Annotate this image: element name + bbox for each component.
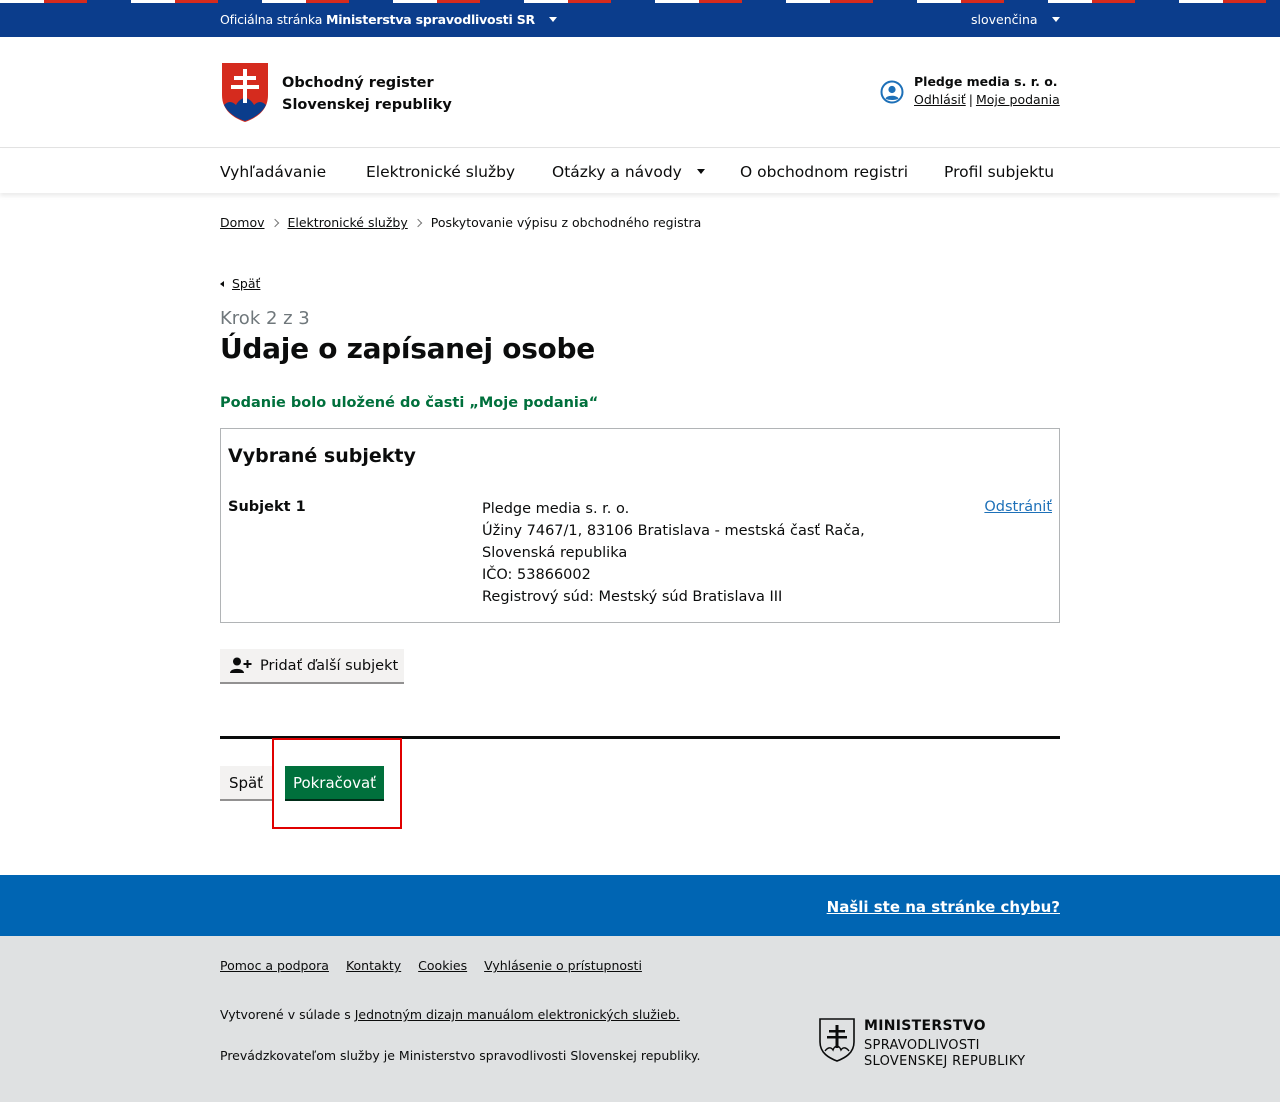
nav-item-subject-profile[interactable]: Profil subjektu [944, 163, 1055, 181]
chevron-down-icon [1052, 17, 1060, 22]
my-submissions-link[interactable]: Moje podania [975, 92, 1060, 107]
coat-of-arms-icon[interactable] [220, 61, 270, 123]
logout-link[interactable]: Odhlásiť [914, 92, 966, 107]
chevron-down-icon [549, 17, 557, 22]
remove-subject-link[interactable]: Odstrániť [984, 499, 1052, 515]
flag-stripes [0, 0, 1280, 3]
subject-court: Registrový súd: Mestský súd Bratislava III [482, 589, 783, 605]
ministry-name [864, 1038, 1025, 1070]
footer-design-note [220, 1007, 680, 1022]
add-user-icon [230, 657, 252, 674]
ministry-line-3: SLOVENSKEJ REPUBLIKY [864, 1054, 1026, 1069]
continue-button[interactable]: Pokračovať [285, 766, 384, 801]
brand-line-2: Slovenskej republiky [282, 97, 452, 113]
add-subject-button[interactable] [220, 649, 404, 684]
page-title: Údaje o zapísanej osobe [220, 332, 595, 365]
nav-item-faq-label: Otázky a návody [552, 163, 682, 181]
report-error-link[interactable]: Našli ste na stránke chybu? [826, 898, 1060, 916]
chevron-down-icon [697, 169, 705, 174]
breadcrumb [220, 215, 701, 230]
subject-label: Subjekt 1 [228, 499, 306, 515]
nav-item-electronic-services[interactable]: Elektronické služby [366, 163, 516, 181]
subject-ico: IČO: 53866002 [482, 567, 591, 583]
nav-item-search[interactable]: Vyhľadávanie [220, 163, 327, 181]
section-divider [220, 736, 1060, 739]
ministry-line-2: SPRAVODLIVOSTI [864, 1038, 980, 1053]
ministry-crest-icon [819, 1018, 855, 1062]
nav-item-about[interactable]: O obchodnom registri [740, 163, 908, 181]
subject-name: Pledge media s. r. o. [482, 501, 630, 517]
brand-line-1: Obchodný register [282, 75, 434, 91]
site-header [0, 37, 1280, 148]
breadcrumb-home[interactable]: Domov [220, 215, 265, 230]
nav-item-faq[interactable] [552, 163, 705, 181]
footer-links [220, 958, 655, 973]
site-footer [0, 936, 1280, 1102]
separator: | [968, 92, 973, 107]
user-links [914, 92, 1060, 107]
language-label: slovenčina [971, 12, 1038, 27]
saved-notification: Podanie bolo uložené do časti „Moje podania“ [220, 395, 599, 411]
breadcrumb-current: Poskytovanie výpisu z obchodného registra [430, 215, 702, 230]
subject-address-line-2: Slovenská republika [482, 545, 628, 561]
footer-feedback-bar [0, 875, 1280, 936]
subject-address-line-1: Úžiny 7467/1, 83106 Bratislava - mestská časť Rača, [482, 523, 865, 539]
site-brand[interactable] [282, 72, 452, 116]
footer-link-cookies[interactable]: Cookies [418, 958, 468, 973]
back-link-label: Späť [232, 276, 261, 291]
chevron-right-icon [414, 219, 422, 227]
official-prefix: Oficiálna stránka [220, 12, 323, 27]
user-name: Pledge media s. r. o. [914, 74, 1058, 89]
footer-link-accessibility[interactable]: Vyhlásenie o prístupnosti [484, 958, 642, 973]
breadcrumb-services[interactable]: Elektronické služby [287, 215, 408, 230]
ministry-line-1: MINISTERSTVO [864, 1018, 986, 1034]
panel-heading: Vybrané subjekty [228, 445, 416, 467]
add-subject-label: Pridať ďalší subjekt [260, 657, 399, 674]
back-link[interactable] [220, 276, 260, 291]
footer-operator: Prevádzkovateľom služby je Ministerstvo spravodlivosti Slovenskej republiky. [220, 1048, 701, 1063]
back-button[interactable]: Späť [220, 766, 272, 801]
main-navigation [0, 149, 1280, 193]
footer-link-contacts[interactable]: Kontakty [345, 958, 402, 973]
chevron-right-icon [270, 219, 278, 227]
selected-subjects-panel [220, 428, 1060, 623]
triangle-left-icon [220, 281, 224, 287]
design-manual-link[interactable]: Jednotným dizajn manuálom elektronických služieb. [354, 1007, 680, 1022]
language-selector[interactable] [971, 12, 1060, 27]
step-indicator: Krok 2 z 3 [220, 308, 310, 329]
official-ministry: Ministerstva spravodlivosti SR [325, 12, 535, 27]
footer-link-help[interactable]: Pomoc a podpora [220, 958, 329, 973]
official-site-toggle[interactable] [220, 12, 557, 27]
user-avatar-icon [880, 80, 904, 104]
subject-details [482, 498, 865, 608]
gov-top-bar [0, 0, 1280, 37]
footer-created-prefix: Vytvorené v súlade s [220, 1007, 351, 1022]
